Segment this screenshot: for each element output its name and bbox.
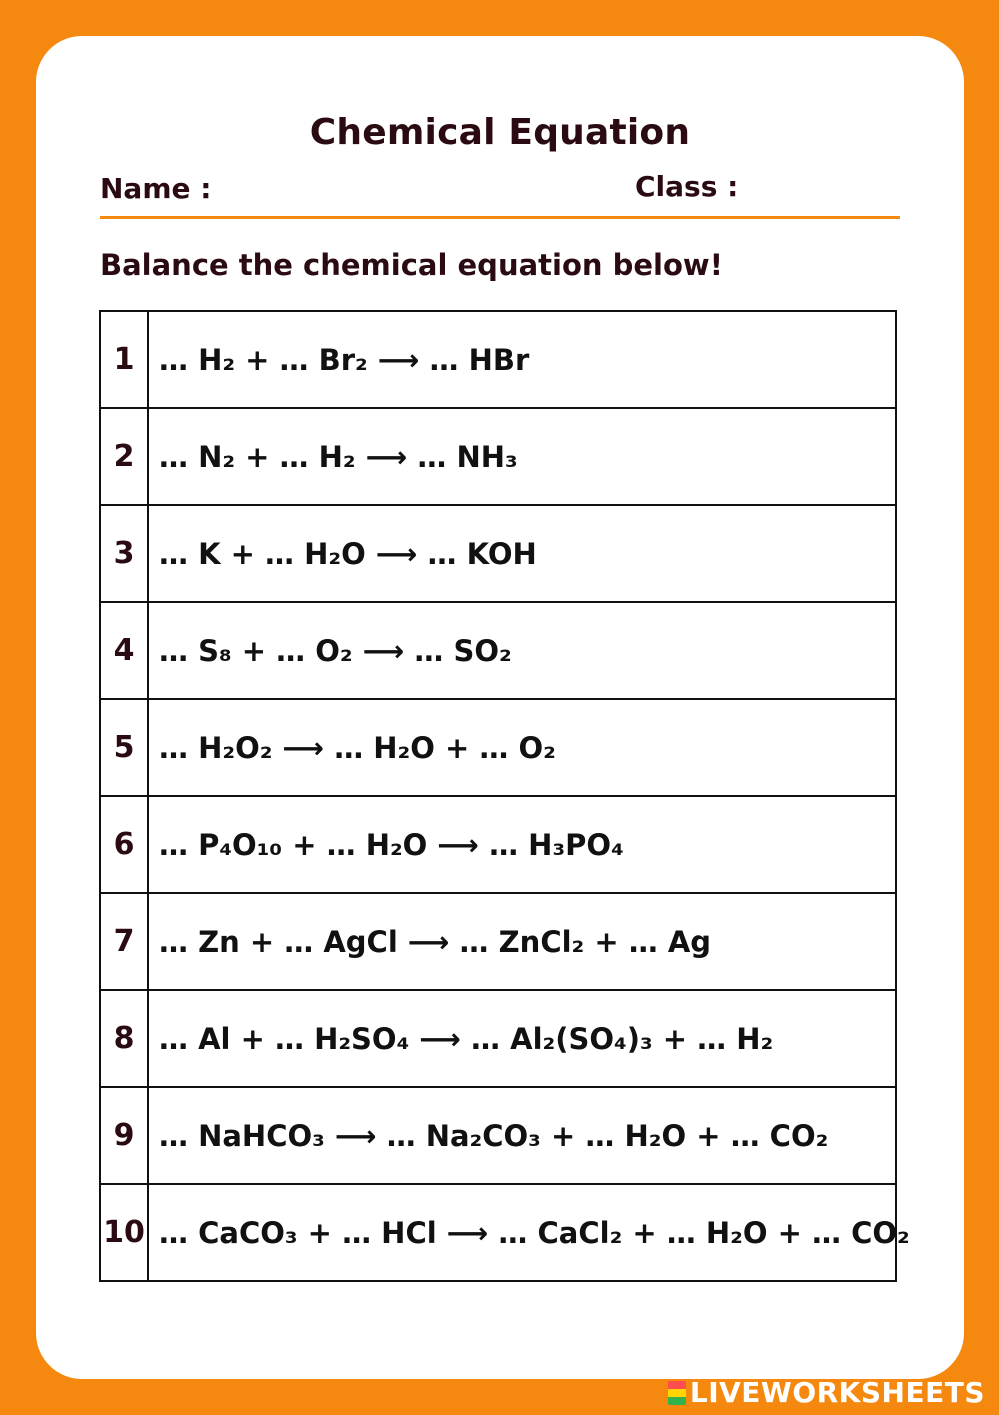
row-number: 9 [100, 1087, 148, 1184]
student-info-row [100, 172, 900, 219]
row-number: 6 [100, 796, 148, 893]
table-row [100, 699, 896, 796]
table-row [100, 1087, 896, 1184]
liveworksheets-watermark [668, 1376, 985, 1409]
equation-cell: … H₂ + … Br₂ ⟶ … HBr [148, 311, 896, 408]
table-row [100, 505, 896, 602]
equation-cell: … P₄O₁₀ + … H₂O ⟶ … H₃PO₄ [148, 796, 896, 893]
equation-table [99, 310, 910, 1282]
row-number: 2 [100, 408, 148, 505]
equation-cell: … Zn + … AgCl ⟶ … ZnCl₂ + … Ag [148, 893, 896, 990]
row-number: 3 [100, 505, 148, 602]
row-number: 10 [100, 1184, 148, 1281]
liveworksheets-logo-icon [668, 1381, 686, 1405]
row-number: 5 [100, 699, 148, 796]
worksheet-card [36, 36, 964, 1379]
table-row [100, 311, 896, 408]
instruction-text: Balance the chemical equation below! [100, 248, 723, 282]
row-number: 1 [100, 311, 148, 408]
row-number: 7 [100, 893, 148, 990]
equation-cell: … K + … H₂O ⟶ … KOH [148, 505, 896, 602]
equation-cell: … Al + … H₂SO₄ ⟶ … Al₂(SO₄)₃ + … H₂ [148, 990, 896, 1087]
table-row [100, 796, 896, 893]
name-label: Name : [100, 172, 212, 205]
table-row [100, 893, 896, 990]
table-row [100, 602, 896, 699]
equation-cell: … CaCO₃ + … HCl ⟶ … CaCl₂ + … H₂O + … CO₂ [148, 1184, 896, 1281]
equation-cell: … H₂O₂ ⟶ … H₂O + … O₂ [148, 699, 896, 796]
page-title: Chemical Equation [309, 112, 691, 153]
table-row [100, 990, 896, 1087]
row-number: 8 [100, 990, 148, 1087]
equation-cell: … NaHCO₃ ⟶ … Na₂CO₃ + … H₂O + … CO₂ [148, 1087, 896, 1184]
class-label: Class : [635, 170, 739, 203]
equation-cell: … S₈ + … O₂ ⟶ … SO₂ [148, 602, 896, 699]
equation-cell: … N₂ + … H₂ ⟶ … NH₃ [148, 408, 896, 505]
watermark-text: LIVEWORKSHEETS [689, 1376, 985, 1409]
table-row [100, 1184, 896, 1281]
row-number: 4 [100, 602, 148, 699]
table-row [100, 408, 896, 505]
